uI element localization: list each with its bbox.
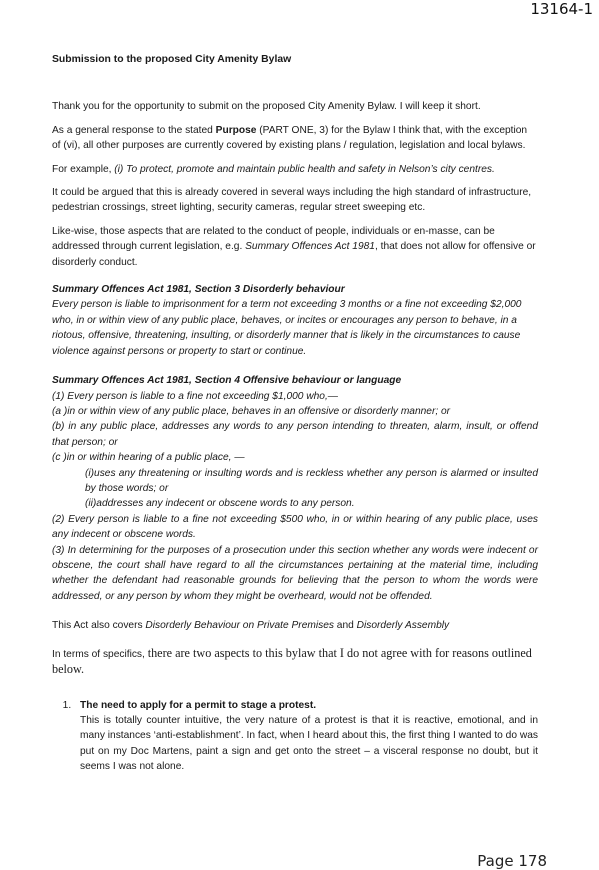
section-4-line: (1) Every person is liable to a fine not exceeding $1,000 who,— xyxy=(52,390,338,402)
argued-paragraph: It could be argued that this is already covered in several ways including the high standard of infrastructure, pedestrian crossings, street lighting, security cameras, regular street sweeping etc. xyxy=(52,187,532,214)
list-item xyxy=(74,698,538,775)
example-text-before: For example, xyxy=(52,163,115,175)
likewise-paragraph xyxy=(52,224,538,270)
section-3-quote xyxy=(52,282,538,359)
section-4-heading: Summary Offences Act 1981, Section 4 Offensive behaviour or language xyxy=(52,375,402,387)
covers-italic-1: Disorderly Behaviour on Private Premises xyxy=(145,620,334,632)
specifics-serif-text: there are two aspects to this bylaw that I do not agree with for reasons outlined below. xyxy=(52,645,532,677)
likewise-italic: Summary Offences Act 1981 xyxy=(245,241,375,253)
specifics-list xyxy=(52,698,538,775)
document-body xyxy=(52,52,538,775)
purpose-paragraph xyxy=(52,123,538,154)
section-4-line: (a )in or within view of any public place, behaves in an offensive or disorderly manner; or xyxy=(52,405,451,417)
likewise-text-before: Like-wise, those aspects that are related to the conduct of people, individuals or en-masse, can be addressed through current legislation, e.g. xyxy=(52,225,495,253)
document-id: 13164-1 xyxy=(530,0,593,18)
purpose-text-after: (PART ONE, 3) for the Bylaw I think that, with the exception of (vi), all other purposes are currently covered by existing plans / regulation, legislation and local bylaws. xyxy=(52,124,528,152)
specifics-paragraph xyxy=(52,646,538,678)
section-4-line: (ii)addresses any indecent or obscene words to any person. xyxy=(85,498,355,510)
example-italic: (i) To protect, promote and maintain public health and safety in Nelson’s city centres. xyxy=(114,163,495,175)
page-number: Page 178 xyxy=(477,852,547,870)
section-4-line: (3) In determining for the purposes of a prosecution under this section whether any words were indecent or obscene, the court shall have regard to all the circumstances pertaining at the material time, including whether the defendant had reasonable grounds for believing that the person to whom the words were addressed, or any person by whom they might be overheard, would not be offended. xyxy=(52,544,538,602)
section-3-heading: Summary Offences Act 1981, Section 3 Disorderly behaviour xyxy=(52,284,345,296)
covers-paragraph xyxy=(52,618,538,633)
intro-paragraph: Thank you for the opportunity to submit on the proposed City Amenity Bylaw. I will keep it short. xyxy=(52,101,481,113)
section-4-line: (2) Every person is liable to a fine not exceeding $500 who, in or within hearing of any public place, uses any indecent or obscene words. xyxy=(52,513,538,541)
section-4-quote xyxy=(52,373,538,604)
section-4-line: (b) in any public place, addresses any words to any person intending to threaten, alarm, insult, or offend that person; or xyxy=(52,421,538,448)
section-4-line: (i)uses any threatening or insulting words and is reckless whether any person is alarmed or insulted by those words; or xyxy=(85,467,538,494)
specifics-text-before: In terms of specifics, xyxy=(52,648,148,660)
likewise-text-after: , that does not allow for offensive or disorderly conduct. xyxy=(52,241,536,268)
section-4-line: (c )in or within hearing of a public place, — xyxy=(52,452,245,464)
list-item-heading: 1. The need to apply for a permit to stage a protest. xyxy=(80,699,317,711)
purpose-text-before: As a general response to the stated xyxy=(52,124,216,136)
covers-italic-2: Disorderly Assembly xyxy=(356,620,450,632)
document-title: Submission to the proposed City Amenity Bylaw xyxy=(52,54,292,65)
section-3-text: Every person is liable to imprisonment for a term not exceeding 3 months or a fine not exceeding $2,000 who, in or within view of any public place, behaves, or incites or encourages any person to behave, in a riotous, offensive, threatening, insulting, or disorderly manner that is likely in the circumstances to cause violence against persons or property to start or continue. xyxy=(52,299,522,357)
purpose-bold: Purpose xyxy=(215,124,257,136)
example-paragraph xyxy=(52,162,538,177)
list-item-body: This is totally counter intuitive, the very nature of a protest is that it is reactive, emotional, and in many instances ‘anti-establishment’. In fact, when I heard about this, the first thing I wanted to do was put on my Doc Martens, paint a sign and get onto the street – a visceral response no doubt, but it seems I was not alone. xyxy=(80,715,538,773)
covers-text-middle: and xyxy=(333,620,357,632)
covers-text-before: This Act also covers xyxy=(52,620,146,632)
